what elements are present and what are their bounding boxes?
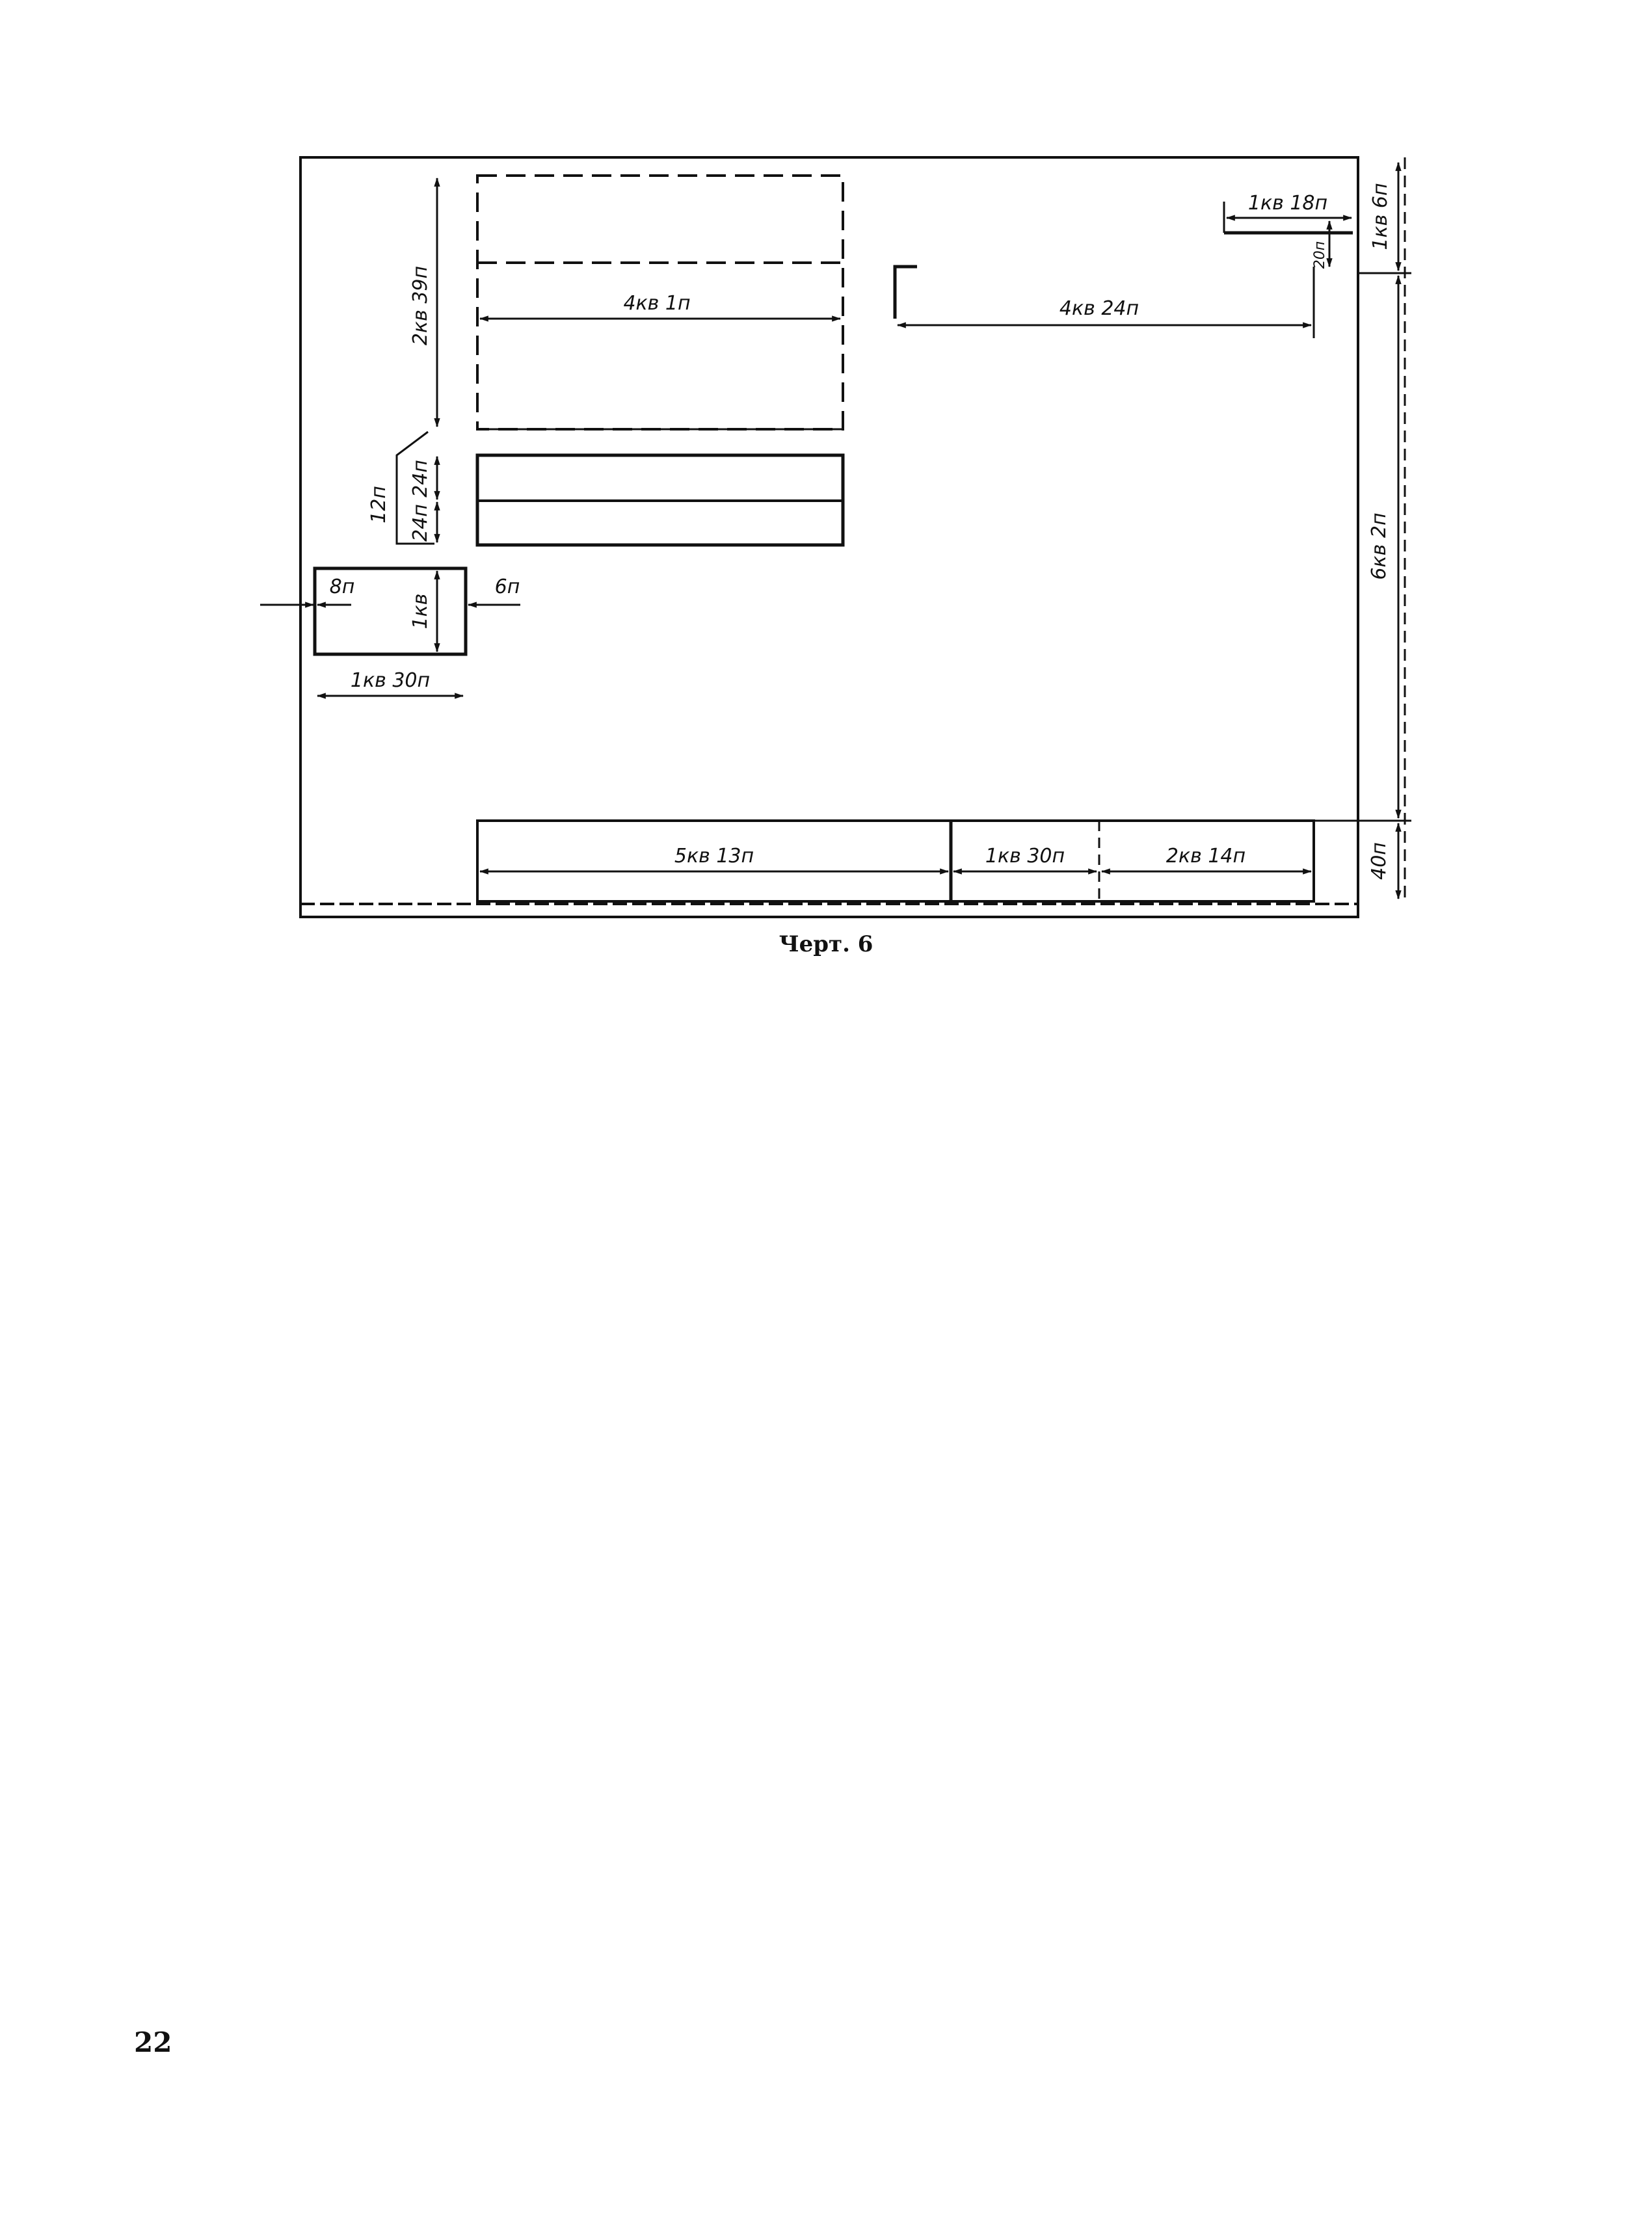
label-left-block-width: 4кв 1п [623,292,691,315]
corner-bracket [895,267,917,319]
label-left-block-height: 2кв 39п [409,265,432,346]
page-number: 22 [134,2026,172,2058]
label-bottom-height: 40п [1368,842,1391,880]
sheet-frame [300,157,1358,917]
label-row-upper: 24п [409,460,432,497]
label-bevel-offset: 12п [367,486,390,524]
label-right-column: 6кв 2п [1368,512,1391,580]
label-small-box-height: 1кв [409,593,432,630]
figure-caption: Черт. 6 [779,931,873,957]
label-bottom-right: 2кв 14п [1166,845,1246,868]
label-bottom-mid: 1кв 30п [985,845,1065,868]
label-small-box-inner: 8п [329,576,355,598]
label-row-lower: 24п [409,504,432,542]
label-top-right-width: 1кв 18п [1247,192,1328,215]
label-bottom-left: 5кв 13п [674,845,754,868]
label-upper-span: 4кв 24п [1059,297,1139,320]
label-small-gap: 20п [1312,241,1328,269]
label-small-box-gap: 6п [494,576,520,598]
label-small-box-width: 1кв 30п [350,669,431,692]
label-top-right-height: 1кв 6п [1369,183,1392,250]
